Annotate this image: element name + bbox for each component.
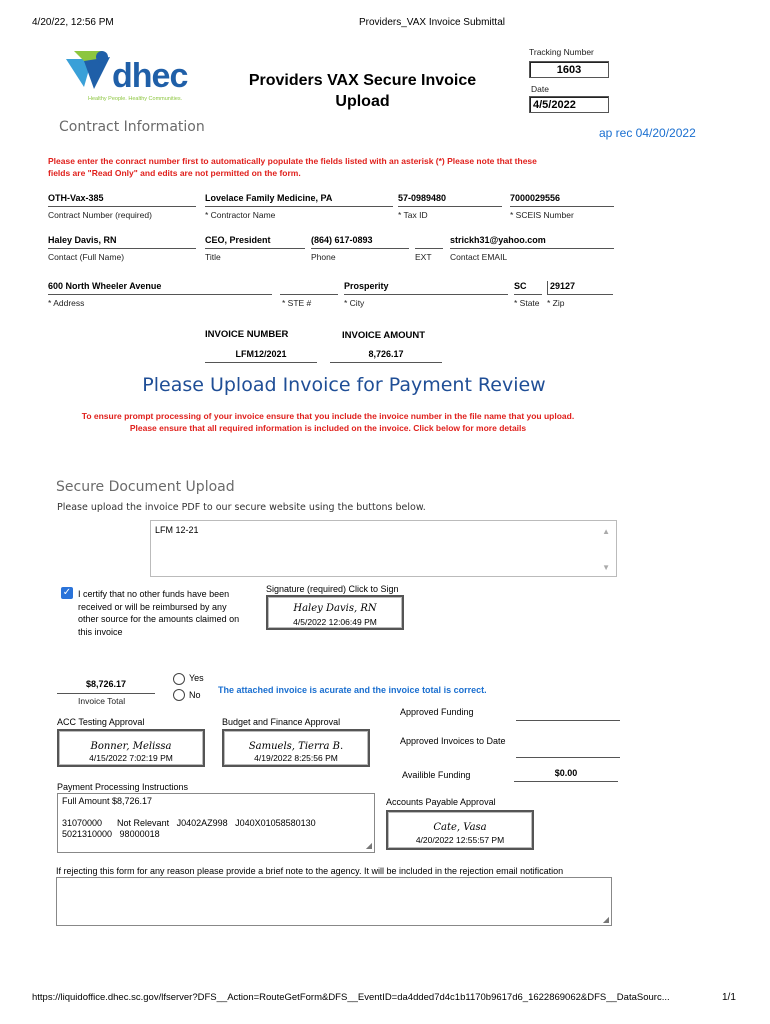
ste-label: * STE # bbox=[282, 298, 312, 308]
tax-id-field[interactable]: 57-0989480 bbox=[398, 193, 502, 207]
print-page-count: 1/1 bbox=[722, 992, 736, 1003]
print-page-title: Providers_VAX Invoice Submittal bbox=[359, 17, 505, 28]
address-label: * Address bbox=[48, 298, 85, 308]
accuracy-statement: The attached invoice is acurate and the invoice total is correct. bbox=[218, 685, 487, 695]
resize-handle-icon[interactable]: ◢ bbox=[602, 915, 609, 924]
upload-red-instructions: To ensure prompt processing of your invoice ensure that you include the invoice number in the file name that you upload. Please ensure that all required information is included on the invoice. Click below for more details bbox=[81, 411, 575, 433]
contractor-name-field[interactable]: Lovelace Family Medicine, PA bbox=[205, 193, 393, 207]
upload-section-title: Secure Document Upload bbox=[56, 479, 235, 495]
invoice-amount-field[interactable]: 8,726.17 bbox=[330, 349, 442, 363]
print-datetime: 4/20/22, 12:56 PM bbox=[32, 17, 114, 28]
title-field[interactable]: CEO, President bbox=[205, 235, 305, 249]
date-label: Date bbox=[531, 84, 549, 94]
uploaded-file-list[interactable] bbox=[150, 520, 617, 577]
contact-name-field[interactable]: Haley Davis, RN bbox=[48, 235, 196, 249]
phone-label: Phone bbox=[311, 252, 336, 262]
contact-email-label: Contact EMAIL bbox=[450, 252, 508, 262]
signature-label: Signature (required) Click to Sign bbox=[266, 584, 399, 594]
yes-radio[interactable] bbox=[173, 673, 185, 685]
zip-field[interactable]: 29127 bbox=[547, 281, 613, 295]
certify-checkbox[interactable]: ✓ bbox=[62, 587, 72, 598]
ap-approval-signature[interactable] bbox=[386, 810, 534, 850]
payment-instructions-label: Payment Processing Instructions bbox=[57, 782, 189, 792]
acc-signer-name: Bonner, Melissa bbox=[90, 741, 172, 752]
logo-text: dhec bbox=[112, 57, 188, 95]
state-field[interactable]: SC bbox=[514, 281, 542, 295]
state-label: * State bbox=[514, 298, 540, 308]
invoice-number-label: INVOICE NUMBER bbox=[205, 329, 289, 340]
form-title: Providers VAX Secure Invoice Upload bbox=[248, 72, 477, 110]
yes-label: Yes bbox=[189, 673, 204, 683]
invoice-number-field[interactable]: LFM12/2021 bbox=[205, 349, 317, 363]
no-label: No bbox=[189, 690, 201, 700]
dhec-logo bbox=[62, 47, 202, 109]
uploaded-file-name: LFM 12-21 bbox=[155, 525, 199, 535]
budget-approval-label: Budget and Finance Approval bbox=[222, 717, 341, 727]
budget-signer-name: Samuels, Tierra B. bbox=[248, 741, 344, 752]
no-radio[interactable] bbox=[173, 689, 185, 701]
budget-approval-signature[interactable] bbox=[222, 729, 370, 767]
city-field[interactable]: Prosperity bbox=[344, 281, 508, 295]
ext-label: EXT bbox=[415, 252, 432, 262]
contact-email-field[interactable]: strickh31@yahoo.com bbox=[450, 235, 614, 249]
contact-name-label: Contact (Full Name) bbox=[48, 252, 125, 262]
acc-approval-signature[interactable] bbox=[57, 729, 205, 767]
scroll-down-icon[interactable]: ▼ bbox=[602, 563, 610, 572]
tracking-number-label: Tracking Number bbox=[529, 47, 594, 57]
payment-instructions-textarea[interactable]: Full Amount $8,726.17 31070000 Not Relevant J0402AZ998 J040X01058580130 5021310000 98000018 ◢ bbox=[57, 793, 375, 853]
rejection-note-label: If rejecting this form for any reason please provide a brief note to the agency. It will be included in the rejection email notification bbox=[56, 866, 564, 876]
title-label: Title bbox=[205, 252, 221, 262]
approved-funding-label: Approved Funding bbox=[400, 707, 474, 717]
contract-number-label: Contract Number (required) bbox=[48, 210, 152, 220]
ap-approval-label: Accounts Payable Approval bbox=[386, 797, 496, 807]
ste-field[interactable] bbox=[280, 281, 338, 295]
ap-sign-date: 4/20/2022 12:55:57 PM bbox=[415, 835, 505, 845]
rejection-note-textarea[interactable] bbox=[56, 877, 612, 926]
scroll-up-icon[interactable]: ▲ bbox=[602, 527, 610, 536]
received-note: ap rec 04/20/2022 bbox=[599, 126, 696, 140]
resize-handle-icon[interactable]: ◢ bbox=[365, 841, 372, 850]
tracking-number-field[interactable]: 1603 bbox=[529, 61, 609, 78]
address-field[interactable]: 600 North Wheeler Avenue bbox=[48, 281, 272, 295]
zip-label: * Zip bbox=[547, 298, 565, 308]
ap-signer-name: Cate, Vasa bbox=[433, 822, 487, 833]
invoice-total-label: Invoice Total bbox=[78, 696, 126, 706]
available-funding-field[interactable]: $0.00 bbox=[514, 768, 618, 782]
date-field[interactable]: 4/5/2022 bbox=[529, 96, 609, 113]
approved-invoices-field[interactable] bbox=[516, 744, 620, 758]
contract-number-field[interactable]: OTH-Vax-385 bbox=[48, 193, 196, 207]
available-funding-label: Availible Funding bbox=[402, 770, 471, 780]
tax-id-label: * Tax ID bbox=[398, 210, 428, 220]
provider-signature-name: Haley Davis, RN bbox=[293, 603, 377, 614]
invoice-total-field[interactable]: $8,726.17 bbox=[57, 679, 155, 694]
contract-section-title: Contract Information bbox=[59, 119, 205, 135]
budget-sign-date: 4/19/2022 8:25:56 PM bbox=[254, 753, 338, 763]
upload-instructions: Please upload the invoice PDF to our secure website using the buttons below. bbox=[57, 502, 426, 513]
approved-funding-field[interactable] bbox=[516, 707, 620, 721]
city-label: * City bbox=[344, 298, 365, 308]
logo-tagline: Healthy People. Healthy Communities. bbox=[88, 96, 183, 102]
certify-text: I certify that no other funds have been received or will be reimbursed by any other source for the amounts claimed on this invoice bbox=[78, 589, 240, 637]
sceis-number-field[interactable]: 7000029556 bbox=[510, 193, 614, 207]
acc-approval-label: ACC Testing Approval bbox=[57, 717, 145, 727]
upload-heading: Please Upload Invoice for Payment Review bbox=[142, 374, 546, 396]
provider-signature-box[interactable] bbox=[266, 595, 404, 630]
contractor-name-label: * Contractor Name bbox=[205, 210, 276, 220]
print-url: https://liquidoffice.dhec.sc.gov/lfserver?DFS__Action=RouteGetForm&DFS__EventID=da4dded7d4c1b1170b9617d6_1622869062&DFS__DataSourc... bbox=[32, 992, 670, 1003]
ext-field[interactable] bbox=[415, 235, 443, 249]
contract-instructions: Please enter the conract number first to automatically populate the fields listed with an asterisk (*) Please note that these fields are "Read Only" and edits are not permitted on the form. bbox=[48, 156, 537, 178]
approved-invoices-label: Approved Invoices to Date bbox=[400, 736, 506, 746]
acc-sign-date: 4/15/2022 7:02:19 PM bbox=[89, 753, 173, 763]
sceis-number-label: * SCEIS Number bbox=[510, 210, 574, 220]
invoice-amount-label: INVOICE AMOUNT bbox=[342, 330, 426, 341]
provider-signature-date: 4/5/2022 12:06:49 PM bbox=[293, 617, 377, 627]
phone-field[interactable]: (864) 617-0893 bbox=[311, 235, 409, 249]
